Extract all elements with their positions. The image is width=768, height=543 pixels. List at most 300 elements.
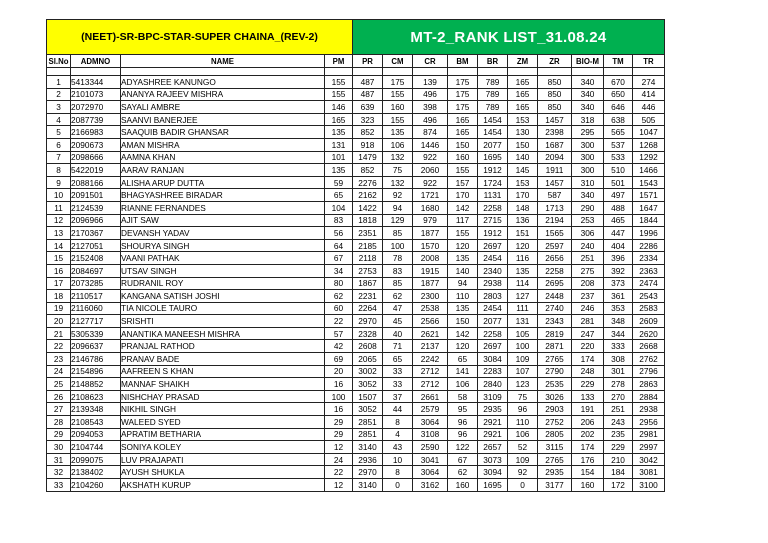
- cell-name: PRANJAL RATHOD: [121, 340, 325, 353]
- cell-bm: 150: [448, 138, 478, 151]
- cell-bio-m: 340: [572, 101, 604, 114]
- cell-cr: 922: [413, 151, 448, 164]
- cell-tm: 348: [604, 315, 633, 328]
- cell-br: 2454: [478, 302, 508, 315]
- cell-zm: 153: [508, 176, 538, 189]
- cell-bio-m: 253: [572, 214, 604, 227]
- cell-zm: 151: [508, 227, 538, 240]
- cell-name: AJIT SAW: [121, 214, 325, 227]
- table-row: [47, 138, 665, 151]
- cell-name: WALEED SYED: [121, 416, 325, 429]
- cell-br: 1724: [478, 176, 508, 189]
- cell-tr: 2286: [633, 239, 665, 252]
- cell-name: ALISHA ARUP DUTTA: [121, 176, 325, 189]
- cell-sl-no: 32: [47, 466, 71, 479]
- cell-name: ANANTIKA MANEESH MISHRA: [121, 327, 325, 340]
- cell-cr: 1446: [413, 138, 448, 151]
- cell-admno: 2170367: [71, 227, 121, 240]
- table-row: [47, 327, 665, 340]
- cell-zm: 148: [508, 201, 538, 214]
- cell-pm: 104: [325, 201, 353, 214]
- spacer-cell: [353, 68, 383, 76]
- cell-admno: 2091501: [71, 189, 121, 202]
- cell-cm: 45: [383, 315, 413, 328]
- cell-pm: 67: [325, 252, 353, 265]
- cell-tm: 670: [604, 76, 633, 89]
- cell-bio-m: 306: [572, 227, 604, 240]
- cell-zm: 0: [508, 479, 538, 492]
- cell-tr: 2543: [633, 290, 665, 303]
- cell-bm: 175: [448, 88, 478, 101]
- cell-tr: 2334: [633, 252, 665, 265]
- cell-cr: 2538: [413, 302, 448, 315]
- cell-bm: 170: [448, 189, 478, 202]
- cell-cr: 2137: [413, 340, 448, 353]
- cell-zm: 150: [508, 138, 538, 151]
- cell-tr: 505: [633, 113, 665, 126]
- table-row: [47, 441, 665, 454]
- cell-cr: 3108: [413, 428, 448, 441]
- cell-sl-no: 19: [47, 302, 71, 315]
- cell-bm: 117: [448, 214, 478, 227]
- cell-bio-m: 220: [572, 340, 604, 353]
- cell-bm: 96: [448, 428, 478, 441]
- cell-zm: 52: [508, 441, 538, 454]
- cell-admno: 2096637: [71, 340, 121, 353]
- cell-admno: 2139348: [71, 403, 121, 416]
- cell-bm: 141: [448, 365, 478, 378]
- cell-tr: 2609: [633, 315, 665, 328]
- cell-tm: 565: [604, 126, 633, 139]
- cell-bio-m: 206: [572, 416, 604, 429]
- cell-bm: 175: [448, 76, 478, 89]
- cell-zr: 2765: [538, 353, 572, 366]
- column-header-name: NAME: [121, 55, 325, 68]
- cell-br: 2921: [478, 416, 508, 429]
- column-header-admno: ADMNO: [71, 55, 121, 68]
- cell-name: SONIYA KOLEY: [121, 441, 325, 454]
- cell-zm: 106: [508, 428, 538, 441]
- cell-cr: 1915: [413, 264, 448, 277]
- cell-name: AAMNA KHAN: [121, 151, 325, 164]
- cell-cm: 33: [383, 365, 413, 378]
- cell-zr: 2258: [538, 264, 572, 277]
- table-row: [47, 353, 665, 366]
- cell-bio-m: 300: [572, 164, 604, 177]
- cell-zm: 114: [508, 277, 538, 290]
- cell-pr: 487: [353, 76, 383, 89]
- cell-br: 2283: [478, 365, 508, 378]
- spacer-cell: [383, 68, 413, 76]
- cell-zr: 2656: [538, 252, 572, 265]
- cell-name: DEVANSH YADAV: [121, 227, 325, 240]
- cell-br: 3084: [478, 353, 508, 366]
- cell-zm: 145: [508, 164, 538, 177]
- cell-cm: 4: [383, 428, 413, 441]
- table-row: [47, 239, 665, 252]
- spacer-cell: [538, 68, 572, 76]
- column-header-pr: PR: [353, 55, 383, 68]
- cell-name: NIKHIL SINGH: [121, 403, 325, 416]
- table-row: [47, 302, 665, 315]
- cell-tm: 447: [604, 227, 633, 240]
- cell-br: 3073: [478, 453, 508, 466]
- cell-zr: 2790: [538, 365, 572, 378]
- cell-zr: 3026: [538, 390, 572, 403]
- cell-sl-no: 17: [47, 277, 71, 290]
- cell-pm: 34: [325, 264, 353, 277]
- cell-sl-no: 23: [47, 353, 71, 366]
- cell-bm: 67: [448, 453, 478, 466]
- cell-sl-no: 14: [47, 239, 71, 252]
- cell-br: 2258: [478, 327, 508, 340]
- cell-tm: 333: [604, 340, 633, 353]
- cell-br: 3109: [478, 390, 508, 403]
- cell-tm: 638: [604, 113, 633, 126]
- table-row: [47, 479, 665, 492]
- cell-pr: 852: [353, 126, 383, 139]
- cell-zm: 131: [508, 315, 538, 328]
- cell-zr: 1565: [538, 227, 572, 240]
- spacer-cell: [633, 68, 665, 76]
- cell-cm: 44: [383, 403, 413, 416]
- table-row: [47, 264, 665, 277]
- cell-zm: 92: [508, 466, 538, 479]
- cell-tm: 301: [604, 365, 633, 378]
- cell-zr: 2765: [538, 453, 572, 466]
- table-row: [47, 88, 665, 101]
- cell-tr: 446: [633, 101, 665, 114]
- cell-cm: 83: [383, 264, 413, 277]
- cell-cm: 33: [383, 378, 413, 391]
- cell-sl-no: 22: [47, 340, 71, 353]
- cell-zr: 1687: [538, 138, 572, 151]
- cell-zr: 1457: [538, 113, 572, 126]
- cell-bio-m: 251: [572, 252, 604, 265]
- table-row: [47, 189, 665, 202]
- cell-bm: 165: [448, 126, 478, 139]
- spacer-cell: [71, 68, 121, 76]
- column-header-cr: CR: [413, 55, 448, 68]
- cell-tr: 2981: [633, 428, 665, 441]
- cell-name: SHOURYA SINGH: [121, 239, 325, 252]
- cell-zr: 2398: [538, 126, 572, 139]
- cell-bio-m: 237: [572, 290, 604, 303]
- cell-admno: 2124539: [71, 201, 121, 214]
- cell-pm: 29: [325, 428, 353, 441]
- cell-bm: 95: [448, 403, 478, 416]
- cell-sl-no: 31: [47, 453, 71, 466]
- cell-bio-m: 340: [572, 88, 604, 101]
- cell-zr: 2871: [538, 340, 572, 353]
- cell-cm: 40: [383, 327, 413, 340]
- cell-tr: 2583: [633, 302, 665, 315]
- cell-name: APRATIM BETHARIA: [121, 428, 325, 441]
- cell-tm: 270: [604, 390, 633, 403]
- cell-cr: 2008: [413, 252, 448, 265]
- table-row: [47, 201, 665, 214]
- cell-br: 1695: [478, 479, 508, 492]
- cell-bio-m: 300: [572, 151, 604, 164]
- cell-cm: 92: [383, 189, 413, 202]
- cell-zm: 127: [508, 290, 538, 303]
- cell-br: 2697: [478, 239, 508, 252]
- cell-admno: 5413344: [71, 76, 121, 89]
- cell-name: SAANVI BANERJEE: [121, 113, 325, 126]
- cell-pr: 2328: [353, 327, 383, 340]
- cell-bio-m: 208: [572, 277, 604, 290]
- cell-pm: 16: [325, 403, 353, 416]
- cell-name: MANNAF SHAIKH: [121, 378, 325, 391]
- cell-name: TIA NICOLE TAURO: [121, 302, 325, 315]
- cell-zr: 850: [538, 101, 572, 114]
- table-row: [47, 227, 665, 240]
- cell-bio-m: 275: [572, 264, 604, 277]
- cell-cr: 496: [413, 88, 448, 101]
- cell-admno: 2127051: [71, 239, 121, 252]
- cell-name: AAFREEN S KHAN: [121, 365, 325, 378]
- column-header-zm: ZM: [508, 55, 538, 68]
- cell-zr: 2343: [538, 315, 572, 328]
- cell-admno: 2152408: [71, 252, 121, 265]
- cell-admno: 2098666: [71, 151, 121, 164]
- cell-admno: 2127717: [71, 315, 121, 328]
- cell-zm: 153: [508, 113, 538, 126]
- table-row: [47, 101, 665, 114]
- cell-bm: 135: [448, 302, 478, 315]
- column-header-tm: TM: [604, 55, 633, 68]
- cell-bio-m: 240: [572, 239, 604, 252]
- table-row: [47, 76, 665, 89]
- cell-tr: 1571: [633, 189, 665, 202]
- cell-cm: 71: [383, 340, 413, 353]
- cell-pr: 1422: [353, 201, 383, 214]
- cell-cr: 2060: [413, 164, 448, 177]
- cell-admno: 2087739: [71, 113, 121, 126]
- cell-sl-no: 29: [47, 428, 71, 441]
- cell-name: UTSAV SINGH: [121, 264, 325, 277]
- spacer-cell: [121, 68, 325, 76]
- cell-name: ANANYA RAJEEV MISHRA: [121, 88, 325, 101]
- cell-pm: 56: [325, 227, 353, 240]
- cell-cm: 160: [383, 101, 413, 114]
- cell-name: BHAGYASHREE BIRADAR: [121, 189, 325, 202]
- cell-br: 1131: [478, 189, 508, 202]
- cell-name: SRISHTI: [121, 315, 325, 328]
- cell-zm: 165: [508, 76, 538, 89]
- cell-pm: 57: [325, 327, 353, 340]
- cell-pr: 3140: [353, 479, 383, 492]
- cell-br: 2938: [478, 277, 508, 290]
- cell-pr: 2231: [353, 290, 383, 303]
- cell-tm: 392: [604, 264, 633, 277]
- cell-tr: 3081: [633, 466, 665, 479]
- column-header-bm: BM: [448, 55, 478, 68]
- cell-br: 789: [478, 88, 508, 101]
- cell-name: KANGANA SATISH JOSHI: [121, 290, 325, 303]
- cell-bio-m: 340: [572, 189, 604, 202]
- cell-tr: 274: [633, 76, 665, 89]
- cell-name: SAYALI AMBRE: [121, 101, 325, 114]
- cell-zr: 850: [538, 76, 572, 89]
- cell-pm: 20: [325, 365, 353, 378]
- cell-pm: 65: [325, 189, 353, 202]
- cell-cm: 132: [383, 176, 413, 189]
- spacer-cell: [478, 68, 508, 76]
- cell-pm: 64: [325, 239, 353, 252]
- cell-zr: 2819: [538, 327, 572, 340]
- cell-br: 1454: [478, 113, 508, 126]
- cell-pr: 3140: [353, 441, 383, 454]
- cell-pr: 2065: [353, 353, 383, 366]
- cell-sl-no: 16: [47, 264, 71, 277]
- cell-admno: 5305339: [71, 327, 121, 340]
- spacer-cell: [604, 68, 633, 76]
- cell-tr: 2796: [633, 365, 665, 378]
- cell-tm: 308: [604, 353, 633, 366]
- cell-br: 1912: [478, 227, 508, 240]
- cell-pm: 59: [325, 176, 353, 189]
- cell-cm: 62: [383, 290, 413, 303]
- cell-sl-no: 5: [47, 126, 71, 139]
- cell-name: AYUSH SHUKLA: [121, 466, 325, 479]
- cell-cm: 100: [383, 239, 413, 252]
- cell-sl-no: 30: [47, 441, 71, 454]
- cell-admno: 2146786: [71, 353, 121, 366]
- cell-admno: 5422019: [71, 164, 121, 177]
- cell-sl-no: 4: [47, 113, 71, 126]
- cell-pm: 135: [325, 126, 353, 139]
- cell-bm: 120: [448, 239, 478, 252]
- cell-zr: 2903: [538, 403, 572, 416]
- cell-bio-m: 295: [572, 126, 604, 139]
- cell-tm: 404: [604, 239, 633, 252]
- cell-pr: 2608: [353, 340, 383, 353]
- cell-cr: 3162: [413, 479, 448, 492]
- cell-bm: 106: [448, 378, 478, 391]
- cell-pm: 42: [325, 340, 353, 353]
- cell-pm: 135: [325, 164, 353, 177]
- cell-zr: 2740: [538, 302, 572, 315]
- cell-zm: 140: [508, 151, 538, 164]
- cell-cm: 8: [383, 466, 413, 479]
- cell-zr: 2752: [538, 416, 572, 429]
- cell-tm: 497: [604, 189, 633, 202]
- cell-pr: 2936: [353, 453, 383, 466]
- cell-pm: 22: [325, 315, 353, 328]
- cell-bio-m: 281: [572, 315, 604, 328]
- cell-tr: 2363: [633, 264, 665, 277]
- cell-bm: 175: [448, 101, 478, 114]
- cell-pr: 3002: [353, 365, 383, 378]
- cell-zr: 1457: [538, 176, 572, 189]
- cell-pm: 155: [325, 76, 353, 89]
- cell-tr: 2762: [633, 353, 665, 366]
- cell-zm: 110: [508, 416, 538, 429]
- cell-tr: 2863: [633, 378, 665, 391]
- cell-pm: 12: [325, 479, 353, 492]
- cell-pm: 100: [325, 390, 353, 403]
- cell-bio-m: 248: [572, 365, 604, 378]
- cell-bio-m: 340: [572, 76, 604, 89]
- cell-sl-no: 8: [47, 164, 71, 177]
- cell-cr: 1721: [413, 189, 448, 202]
- column-header-zr: ZR: [538, 55, 572, 68]
- cell-admno: 2148852: [71, 378, 121, 391]
- cell-pr: 2118: [353, 252, 383, 265]
- rank-list-table: [46, 19, 665, 492]
- cell-zm: 123: [508, 378, 538, 391]
- cell-pr: 3052: [353, 403, 383, 416]
- cell-pm: 16: [325, 378, 353, 391]
- cell-pr: 1867: [353, 277, 383, 290]
- table-row: [47, 365, 665, 378]
- cell-bm: 142: [448, 201, 478, 214]
- cell-cr: 2566: [413, 315, 448, 328]
- cell-bm: 140: [448, 264, 478, 277]
- cell-zm: 120: [508, 239, 538, 252]
- cell-zr: 2597: [538, 239, 572, 252]
- cell-bio-m: 300: [572, 138, 604, 151]
- cell-bio-m: 290: [572, 201, 604, 214]
- cell-name: AKSHATH KURUP: [121, 479, 325, 492]
- cell-bm: 135: [448, 252, 478, 265]
- cell-pr: 1507: [353, 390, 383, 403]
- cell-pm: 12: [325, 441, 353, 454]
- cell-cr: 874: [413, 126, 448, 139]
- cell-br: 2077: [478, 138, 508, 151]
- cell-bm: 155: [448, 164, 478, 177]
- cell-sl-no: 25: [47, 378, 71, 391]
- cell-pr: 487: [353, 88, 383, 101]
- cell-tm: 210: [604, 453, 633, 466]
- cell-zm: 75: [508, 390, 538, 403]
- cell-sl-no: 6: [47, 138, 71, 151]
- cell-zr: 2194: [538, 214, 572, 227]
- table-row: [47, 315, 665, 328]
- cell-tm: 501: [604, 176, 633, 189]
- cell-tm: 229: [604, 441, 633, 454]
- cell-cr: 3041: [413, 453, 448, 466]
- cell-cm: 85: [383, 277, 413, 290]
- cell-pm: 22: [325, 466, 353, 479]
- cell-tr: 1647: [633, 201, 665, 214]
- cell-admno: 2108543: [71, 416, 121, 429]
- cell-bio-m: 247: [572, 327, 604, 340]
- cell-bm: 96: [448, 416, 478, 429]
- spacer-row: [47, 68, 665, 76]
- cell-cm: 43: [383, 441, 413, 454]
- cell-zr: 3177: [538, 479, 572, 492]
- cell-br: 3094: [478, 466, 508, 479]
- cell-pm: 83: [325, 214, 353, 227]
- cell-tr: 2474: [633, 277, 665, 290]
- cell-pr: 2970: [353, 315, 383, 328]
- cell-bio-m: 176: [572, 453, 604, 466]
- cell-pm: 101: [325, 151, 353, 164]
- cell-admno: 2099075: [71, 453, 121, 466]
- cell-cr: 979: [413, 214, 448, 227]
- cell-tr: 414: [633, 88, 665, 101]
- cell-cm: 129: [383, 214, 413, 227]
- cell-tr: 3042: [633, 453, 665, 466]
- cell-cr: 2300: [413, 290, 448, 303]
- cell-cm: 65: [383, 353, 413, 366]
- spacer-cell: [508, 68, 538, 76]
- cell-tr: 1047: [633, 126, 665, 139]
- cell-bm: 122: [448, 441, 478, 454]
- cell-bio-m: 202: [572, 428, 604, 441]
